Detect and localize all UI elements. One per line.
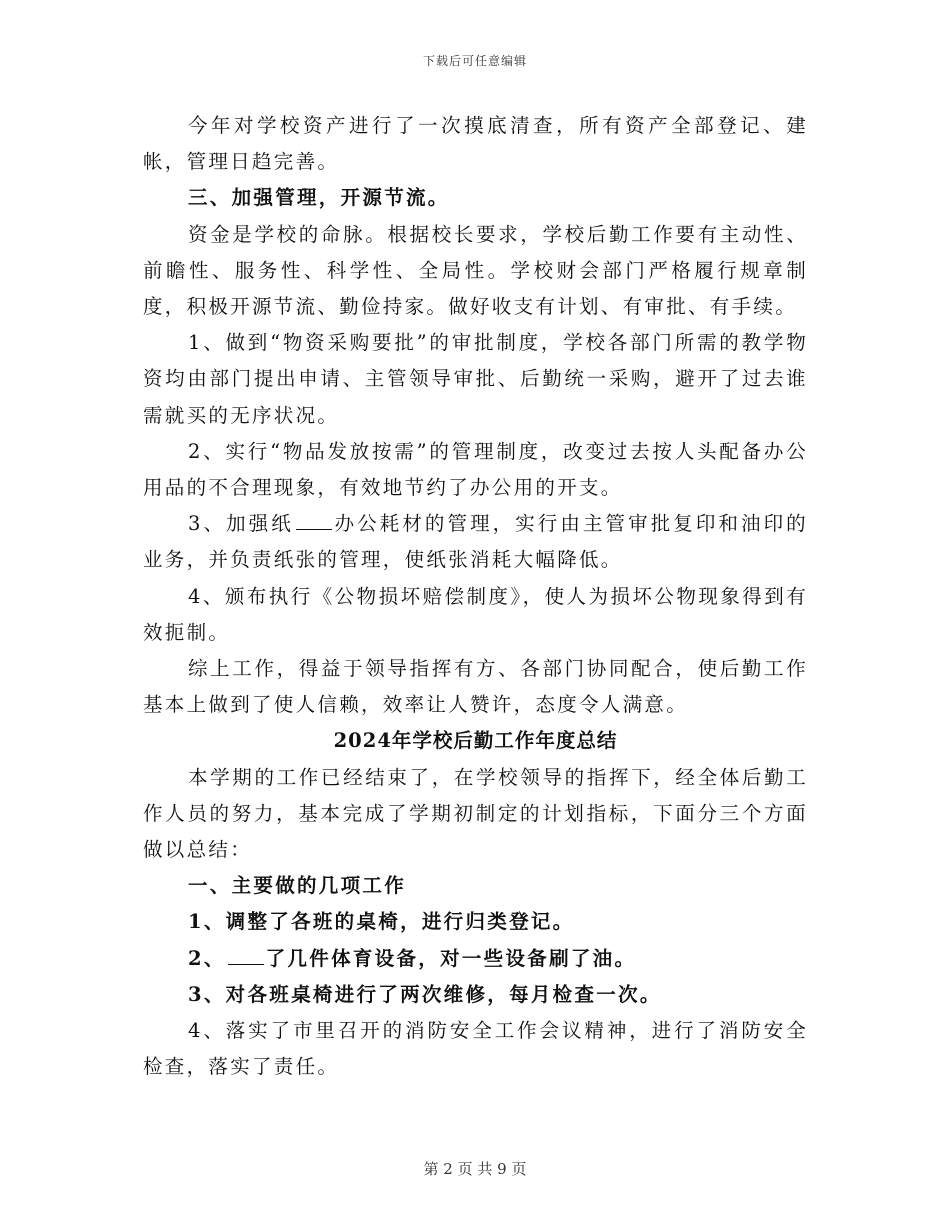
page-header: 下载后可任意编辑	[422, 54, 527, 68]
blank-underline	[296, 511, 332, 530]
list-item-paper	[143, 506, 808, 578]
list-item-paper-before: 3、加强纸	[188, 512, 294, 536]
blank-underline	[228, 946, 264, 965]
heading-management: 三、加强管理，开源节流。	[188, 186, 450, 210]
list-item-desks: 1、调整了各班的桌椅，进行归类登记。	[188, 910, 575, 934]
paragraph-intro: 本学期的工作已经结束了，在学校领导的指挥下，经全体后勤工作人员的努力，基本完成了学期初制定的计划指标，下面分三个方面做以总结：	[143, 765, 808, 862]
list-item-paper-after: 办公耗材的管理，实行由主管审批复印和油印的业务，并负责纸张的管理，使纸张消耗大幅降低。	[143, 512, 808, 572]
list-item-procurement: 1、做到“物资采购要批”的审批制度，学校各部门所需的教学物资均由部门提出申请、主管领导审批、后勤统一采购，避开了过去谁需就买的无序状况。	[143, 331, 808, 427]
list-item-sports	[143, 941, 808, 977]
list-item-distribution: 2、实行“物品发放按需”的管理制度，改变过去按人头配备办公用品的不合理现象，有效地节约了办公用的开支。	[143, 439, 808, 500]
paragraph-asset-check: 今年对学校资产进行了一次摸底清查，所有资产全部登记、建帐，管理日趋完善。	[143, 114, 808, 174]
page-footer: 第 2 页 共 9 页	[423, 1160, 527, 1178]
paragraph-summary: 综上工作，得益于领导指挥有方、各部门协同配合，使后勤工作基本上做到了使人信赖，效率让人赞许，态度令人满意。	[143, 657, 808, 717]
list-item-sports-after: 了几件体育设备，对一些设备刷了油。	[265, 946, 637, 970]
heading-main-work: 一、主要做的几项工作	[188, 874, 407, 898]
document-body	[143, 108, 808, 1085]
list-item-compensation: 4、颁布执行《公物损坏赔偿制度》，使人为损坏公物现象得到有效扼制。	[143, 584, 808, 644]
list-item-repair: 3、对各班桌椅进行了两次维修，每月检查一次。	[188, 982, 662, 1006]
paragraph-funds: 资金是学校的命脉。根据校长要求，学校后勤工作要有主动性、前瞻性、服务性、科学性、全局性。学校财会部门严格履行规章制度，积极开源节流、勤俭持家。做好收支有计划、有审批、有手续。	[143, 222, 808, 319]
section-title: 2024年学校后勤工作年度总结	[333, 729, 618, 753]
list-item-fire-safety: 4、落实了市里召开的消防安全工作会议精神，进行了消防安全检查，落实了责任。	[143, 1019, 808, 1079]
list-item-sports-before: 2、	[188, 946, 226, 970]
